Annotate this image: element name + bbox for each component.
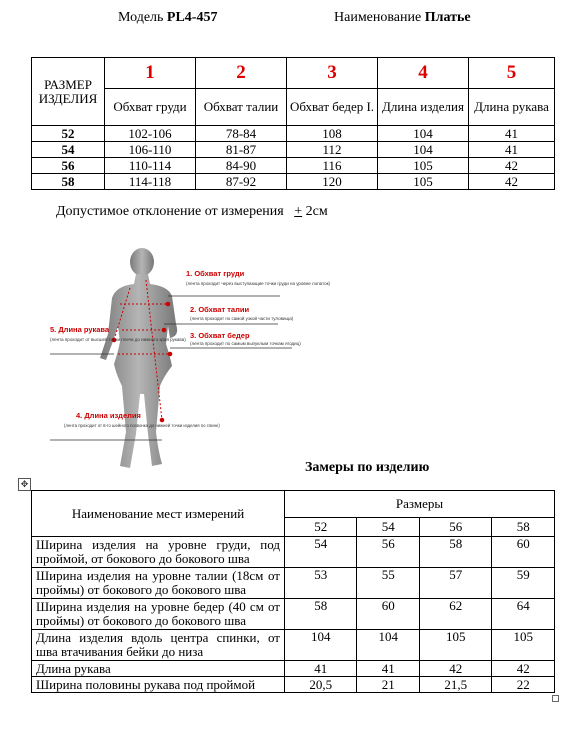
table-cell: 59 bbox=[492, 568, 555, 599]
tolerance-text: Допустимое отклонение от измерения bbox=[56, 204, 284, 219]
label-sleeve: 5. Длина рукава bbox=[50, 325, 110, 334]
table-cell: 105 bbox=[378, 158, 469, 174]
table-cell: 54 bbox=[285, 537, 357, 568]
model-line bbox=[118, 10, 217, 26]
table-cell: 55 bbox=[357, 568, 420, 599]
table-cell: 42 bbox=[492, 661, 555, 677]
table-cell: 41 bbox=[285, 661, 357, 677]
table-cell: 104 bbox=[357, 630, 420, 661]
table-cell: 42 bbox=[469, 174, 555, 190]
table-cell: 56 bbox=[357, 537, 420, 568]
table-cell: 120 bbox=[287, 174, 378, 190]
table-cell: 104 bbox=[378, 142, 469, 158]
measurement-name: Длина изделия вдоль центра спинки, от шва втачивания бейки до низа bbox=[32, 630, 285, 661]
table-cell: 112 bbox=[287, 142, 378, 158]
table-row bbox=[32, 599, 555, 630]
table-cell: 60 bbox=[357, 599, 420, 630]
measurement-name: Ширина половины рукава под проймой bbox=[32, 677, 285, 693]
column-number: 4 bbox=[378, 58, 469, 89]
table-cell: 104 bbox=[285, 630, 357, 661]
size-column-header: 52 bbox=[285, 518, 357, 537]
table-row bbox=[32, 158, 555, 174]
table-cell: 102-106 bbox=[105, 126, 196, 142]
name-header: Наименование мест измерений bbox=[32, 491, 285, 537]
note-chest: (лента проходит через выступающие точки груди на уровне лопаток) bbox=[186, 281, 331, 286]
size-header: РАЗМЕР ИЗДЕЛИЯ bbox=[32, 58, 105, 126]
body-silhouette-icon bbox=[100, 248, 177, 468]
label-hips: 3. Обхват бедер bbox=[190, 331, 250, 340]
name-label: Наименование bbox=[334, 10, 422, 25]
table-row bbox=[32, 677, 555, 693]
plus-minus-sign: + bbox=[294, 204, 303, 219]
table-cell: 60 bbox=[492, 537, 555, 568]
table-cell: 105 bbox=[378, 174, 469, 190]
table-cell: 57 bbox=[419, 568, 491, 599]
table-cell: 78-84 bbox=[196, 126, 287, 142]
measurement-name: Ширина изделия на уровне груди, под проймой, от бокового до бокового шва bbox=[32, 537, 285, 568]
label-chest: 1. Обхват груди bbox=[186, 269, 245, 278]
measurement-name: Ширина изделия на уровне талии (18см от проймы) от бокового до бокового шва bbox=[32, 568, 285, 599]
table-cell: 104 bbox=[378, 126, 469, 142]
note-waist: (лента проходит по самой узкой части туловища) bbox=[190, 316, 294, 321]
table-cell: 114-118 bbox=[105, 174, 196, 190]
table-cell: 105 bbox=[419, 630, 491, 661]
table-cell: 116 bbox=[287, 158, 378, 174]
model-label: Модель bbox=[118, 10, 164, 25]
measurement-name: Ширина изделия на уровне бедер (40 см от проймы) от бокового до бокового шва bbox=[32, 599, 285, 630]
table-cell: 62 bbox=[419, 599, 491, 630]
size-chart-table bbox=[31, 57, 555, 190]
table-cell: 87-92 bbox=[196, 174, 287, 190]
sizes-header: Размеры bbox=[285, 491, 555, 518]
table-row bbox=[32, 126, 555, 142]
table-cell: 108 bbox=[287, 126, 378, 142]
garment-measurements-table bbox=[31, 490, 555, 693]
table-cell: 41 bbox=[469, 126, 555, 142]
name-value: Платье bbox=[424, 10, 471, 25]
table-cell: 64 bbox=[492, 599, 555, 630]
label-waist: 2. Обхват талии bbox=[190, 305, 250, 314]
table-cell: 110-114 bbox=[105, 158, 196, 174]
size-cell: 52 bbox=[32, 126, 105, 142]
label-length: 4. Длина изделия bbox=[76, 411, 141, 420]
table-cell: 41 bbox=[357, 661, 420, 677]
size-cell: 56 bbox=[32, 158, 105, 174]
column-number: 5 bbox=[469, 58, 555, 89]
model-value: PL4-457 bbox=[166, 10, 218, 25]
table-cell: 41 bbox=[469, 142, 555, 158]
note-length: (лента проходит от 6-го шейного позвонка до нижней точки изделия по спине) bbox=[64, 423, 220, 428]
table-cell: 20,5 bbox=[285, 677, 357, 693]
table-row bbox=[32, 661, 555, 677]
column-number: 1 bbox=[105, 58, 196, 89]
measurement-name: Длина рукава bbox=[32, 661, 285, 677]
measurements-subtitle: Замеры по изделию bbox=[305, 460, 430, 475]
size-cell: 54 bbox=[32, 142, 105, 158]
table-row bbox=[32, 537, 555, 568]
table-cell: 84-90 bbox=[196, 158, 287, 174]
column-label: Обхват груди bbox=[105, 89, 196, 126]
table-cell: 105 bbox=[492, 630, 555, 661]
column-label: Обхват бедер I. bbox=[287, 89, 378, 126]
size-cell: 58 bbox=[32, 174, 105, 190]
column-label: Длина изделия bbox=[378, 89, 469, 126]
table-cell: 42 bbox=[469, 158, 555, 174]
table-row bbox=[32, 568, 555, 599]
table-resize-handle[interactable] bbox=[552, 695, 559, 702]
table-move-handle-icon[interactable]: ✥ bbox=[18, 478, 31, 491]
tolerance-value: 2см bbox=[305, 204, 328, 219]
table-cell: 58 bbox=[419, 537, 491, 568]
column-label: Длина рукава bbox=[469, 89, 555, 126]
table-row bbox=[32, 174, 555, 190]
measurement-figure bbox=[44, 244, 331, 474]
column-label: Обхват талии bbox=[196, 89, 287, 126]
size-column-header: 54 bbox=[357, 518, 420, 537]
note-hips: (лента проходит по самым выпуклым точкам ягодиц) bbox=[190, 341, 301, 346]
table-cell: 81-87 bbox=[196, 142, 287, 158]
column-number: 3 bbox=[287, 58, 378, 89]
column-number: 2 bbox=[196, 58, 287, 89]
product-name-line bbox=[334, 10, 471, 26]
table-cell: 21,5 bbox=[419, 677, 491, 693]
table-cell: 22 bbox=[492, 677, 555, 693]
table-cell: 106-110 bbox=[105, 142, 196, 158]
tolerance-note bbox=[56, 204, 328, 220]
table-cell: 21 bbox=[357, 677, 420, 693]
table-row bbox=[32, 630, 555, 661]
table-cell: 42 bbox=[419, 661, 491, 677]
note-sleeve: (лента проходит от высшей точки плеча до нижнего края рукава) bbox=[50, 337, 186, 342]
table-cell: 58 bbox=[285, 599, 357, 630]
table-row bbox=[32, 142, 555, 158]
size-column-header: 56 bbox=[419, 518, 491, 537]
size-column-header: 58 bbox=[492, 518, 555, 537]
table-cell: 53 bbox=[285, 568, 357, 599]
